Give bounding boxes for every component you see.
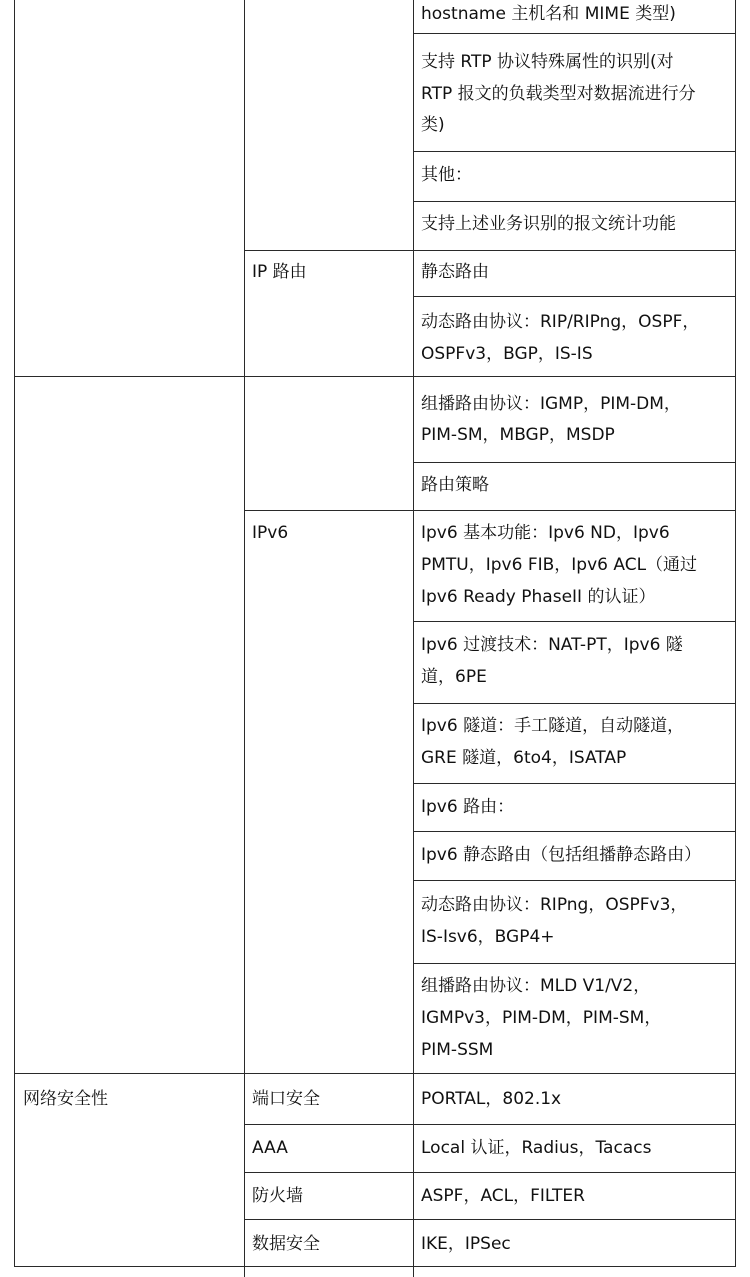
table-border-left xyxy=(14,0,15,1266)
feature-cell: 数据安全 xyxy=(252,1234,320,1254)
detail-cell: ASPF，ACL，FILTER xyxy=(421,1186,585,1206)
row-divider xyxy=(244,510,736,511)
detail-cell: hostname 主机名和 MIME 类型) xyxy=(421,4,676,24)
detail-cell: Local 认证，Radius，Tacacs xyxy=(421,1138,652,1158)
feature-cell: 端口安全 xyxy=(252,1089,320,1109)
detail-cell: RTP 报文的负载类型对数据流进行分 xyxy=(421,84,696,104)
detail-cell: 组播路由协议：IGMP，PIM-DM， xyxy=(421,394,681,414)
row-divider xyxy=(244,250,736,251)
column-divider-2 xyxy=(413,0,414,1277)
table-border-right xyxy=(735,0,736,1266)
row-divider xyxy=(413,831,736,832)
detail-cell: 支持 RTP 协议特殊属性的识别(对 xyxy=(421,52,674,72)
section-divider xyxy=(14,1073,736,1074)
category-cell-network-security: 网络安全性 xyxy=(23,1089,108,1109)
feature-cell-ip-routing: IP 路由 xyxy=(252,262,307,282)
detail-cell: Ipv6 过渡技术：NAT-PT，Ipv6 隧 xyxy=(421,635,683,655)
detail-cell: IS-Isv6，BGP4+ xyxy=(421,927,555,947)
detail-cell: 静态路由 xyxy=(421,262,489,282)
row-divider xyxy=(244,1124,736,1125)
detail-cell: Ipv6 隧道：手工隧道，自动隧道， xyxy=(421,716,685,736)
detail-cell: OSPFv3，BGP，IS-IS xyxy=(421,344,593,364)
section-divider xyxy=(14,376,736,377)
detail-cell: Ipv6 静态路由（包括组播静态路由） xyxy=(421,845,702,865)
feature-cell: 防火墙 xyxy=(252,1186,303,1206)
column-divider-1 xyxy=(244,0,245,1277)
row-divider xyxy=(413,963,736,964)
detail-cell: PIM-SSM xyxy=(421,1040,494,1060)
detail-cell: Ipv6 基本功能：Ipv6 ND，Ipv6 xyxy=(421,523,670,543)
row-divider xyxy=(413,296,736,297)
row-divider xyxy=(413,151,736,152)
detail-cell: 支持上述业务识别的报文统计功能 xyxy=(421,214,676,234)
row-divider xyxy=(244,1172,736,1173)
detail-cell: 动态路由协议：RIP/RIPng，OSPF， xyxy=(421,312,700,332)
detail-cell: 道，6PE xyxy=(421,667,487,687)
detail-cell: 路由策略 xyxy=(421,475,489,495)
row-divider xyxy=(413,703,736,704)
detail-cell: 动态路由协议：RIPng，OSPFv3， xyxy=(421,895,688,915)
row-divider xyxy=(413,621,736,622)
detail-cell: GRE 隧道，6to4，ISATAP xyxy=(421,748,627,768)
feature-cell-ipv6: IPv6 xyxy=(252,523,289,543)
detail-cell: PIM-SM，MBGP，MSDP xyxy=(421,425,615,445)
feature-cell: AAA xyxy=(252,1138,288,1158)
detail-cell: 类) xyxy=(421,115,445,135)
row-divider xyxy=(244,1219,736,1220)
row-divider xyxy=(413,33,736,34)
detail-cell: Ipv6 路由： xyxy=(421,797,515,817)
detail-cell: 其他： xyxy=(421,165,472,185)
detail-cell: Ipv6 Ready PhaseII 的认证） xyxy=(421,587,656,607)
row-divider xyxy=(413,880,736,881)
detail-cell: PMTU，Ipv6 FIB，Ipv6 ACL（通过 xyxy=(421,555,698,575)
row-divider xyxy=(413,201,736,202)
row-divider xyxy=(413,783,736,784)
detail-cell: PORTAL，802.1x xyxy=(421,1089,562,1109)
section-divider xyxy=(14,1266,736,1267)
detail-cell: 组播路由协议：MLD V1/V2， xyxy=(421,976,651,996)
row-divider xyxy=(413,462,736,463)
detail-cell: IKE，IPSec xyxy=(421,1234,511,1254)
detail-cell: IGMPv3，PIM-DM，PIM-SM， xyxy=(421,1008,662,1028)
